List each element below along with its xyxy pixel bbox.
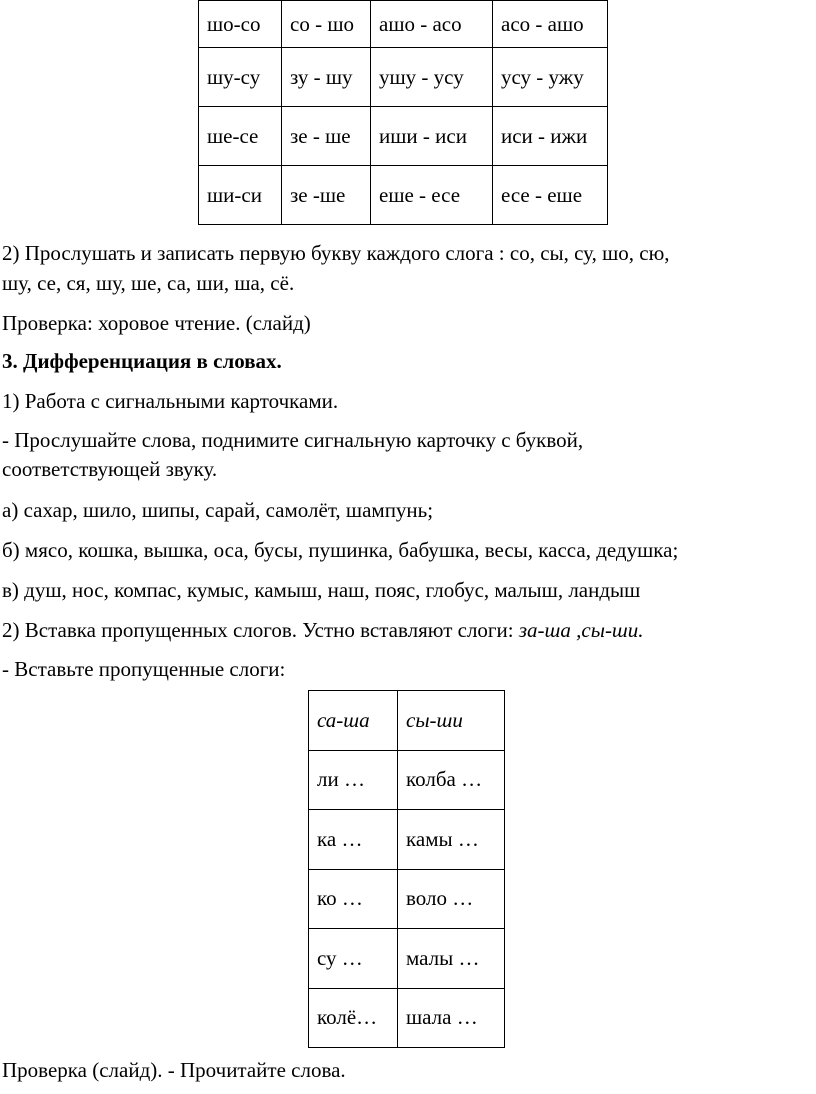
table-cell: шо-со — [199, 1, 282, 48]
work-2-text: 2) Вставка пропущенных слогов. Устно вставляют слоги: — [2, 618, 519, 642]
work-2-syllables: за-ша ,сы-ши. — [518, 618, 644, 642]
task2-line1: 2) Прослушать и записать первую букву каждого слога : со, сы, су, шо, сю, — [2, 241, 670, 265]
word-list-a: а) сахар, шило, шипы, сарай, самолёт, шампунь; — [2, 498, 434, 522]
table-row — [309, 750, 505, 810]
table-cell: ко … — [309, 869, 398, 929]
table-cell: ши-си — [199, 166, 282, 225]
table-cell: ка … — [309, 810, 398, 870]
table-cell: воло … — [398, 869, 505, 929]
table-cell: иши - иси — [371, 107, 493, 166]
table-cell: зе -ше — [282, 166, 371, 225]
table-cell: су … — [309, 929, 398, 989]
table-cell: ше-се — [199, 107, 282, 166]
table-cell: есе - еше — [493, 166, 608, 225]
table-cell: шала … — [398, 988, 505, 1048]
table-row — [309, 810, 505, 870]
table-header-cell: сы-ши — [398, 691, 505, 751]
word-list-b: б) мясо, кошка, вышка, оса, бусы, пушинка, бабушка, весы, касса, дедушка; — [2, 538, 679, 562]
table-cell: усу - ужу — [493, 48, 608, 107]
table-row — [309, 929, 505, 989]
instruction-1-line1: - Прослушайте слова, поднимите сигнальную карточку с буквой, — [2, 428, 584, 452]
table-cell: малы … — [398, 929, 505, 989]
table-cell: шу-су — [199, 48, 282, 107]
table-cell: иси - ижи — [493, 107, 608, 166]
table-row — [309, 988, 505, 1048]
table-row — [309, 869, 505, 929]
word-list-v: в) душ, нос, компас, кумыс, камыш, наш, пояс, глобус, малыш, ландыш — [2, 578, 641, 602]
table-cell: колё… — [309, 988, 398, 1048]
table-cell: асо - ашо — [493, 1, 608, 48]
check-text-2: Проверка (слайд). - Прочитайте слова. — [2, 1058, 346, 1082]
instruction-2: - Вставьте пропущенные слоги: — [2, 657, 286, 681]
table-cell: ашо - асо — [371, 1, 493, 48]
table-row — [199, 107, 608, 166]
table-header-cell: са-ша — [309, 691, 398, 751]
table-cell: еше - есе — [371, 166, 493, 225]
table-row — [199, 1, 608, 48]
table-cell: ушу - усу — [371, 48, 493, 107]
work-1-text: 1) Работа с сигнальными карточками. — [2, 389, 339, 413]
check-text-1: Проверка: хоровое чтение. (слайд) — [2, 311, 311, 335]
table-cell: со - шо — [282, 1, 371, 48]
table-cell: зе - ше — [282, 107, 371, 166]
work-2-line — [2, 615, 802, 645]
table-row — [199, 48, 608, 107]
table-cell: зу - шу — [282, 48, 371, 107]
table-row — [199, 166, 608, 225]
task2-line2: шу, се, ся, шу, ше, са, ши, ша, сё. — [2, 271, 295, 295]
table-row — [309, 691, 505, 751]
table-cell: колба … — [398, 750, 505, 810]
instruction-1-line2: соответствующей звуку. — [2, 457, 218, 481]
table-cell: ли … — [309, 750, 398, 810]
table-cell: камы … — [398, 810, 505, 870]
syllable-table — [198, 0, 608, 225]
section-3-heading: 3. Дифференциация в словах. — [2, 349, 282, 373]
fill-in-syllables-table — [308, 690, 505, 1048]
